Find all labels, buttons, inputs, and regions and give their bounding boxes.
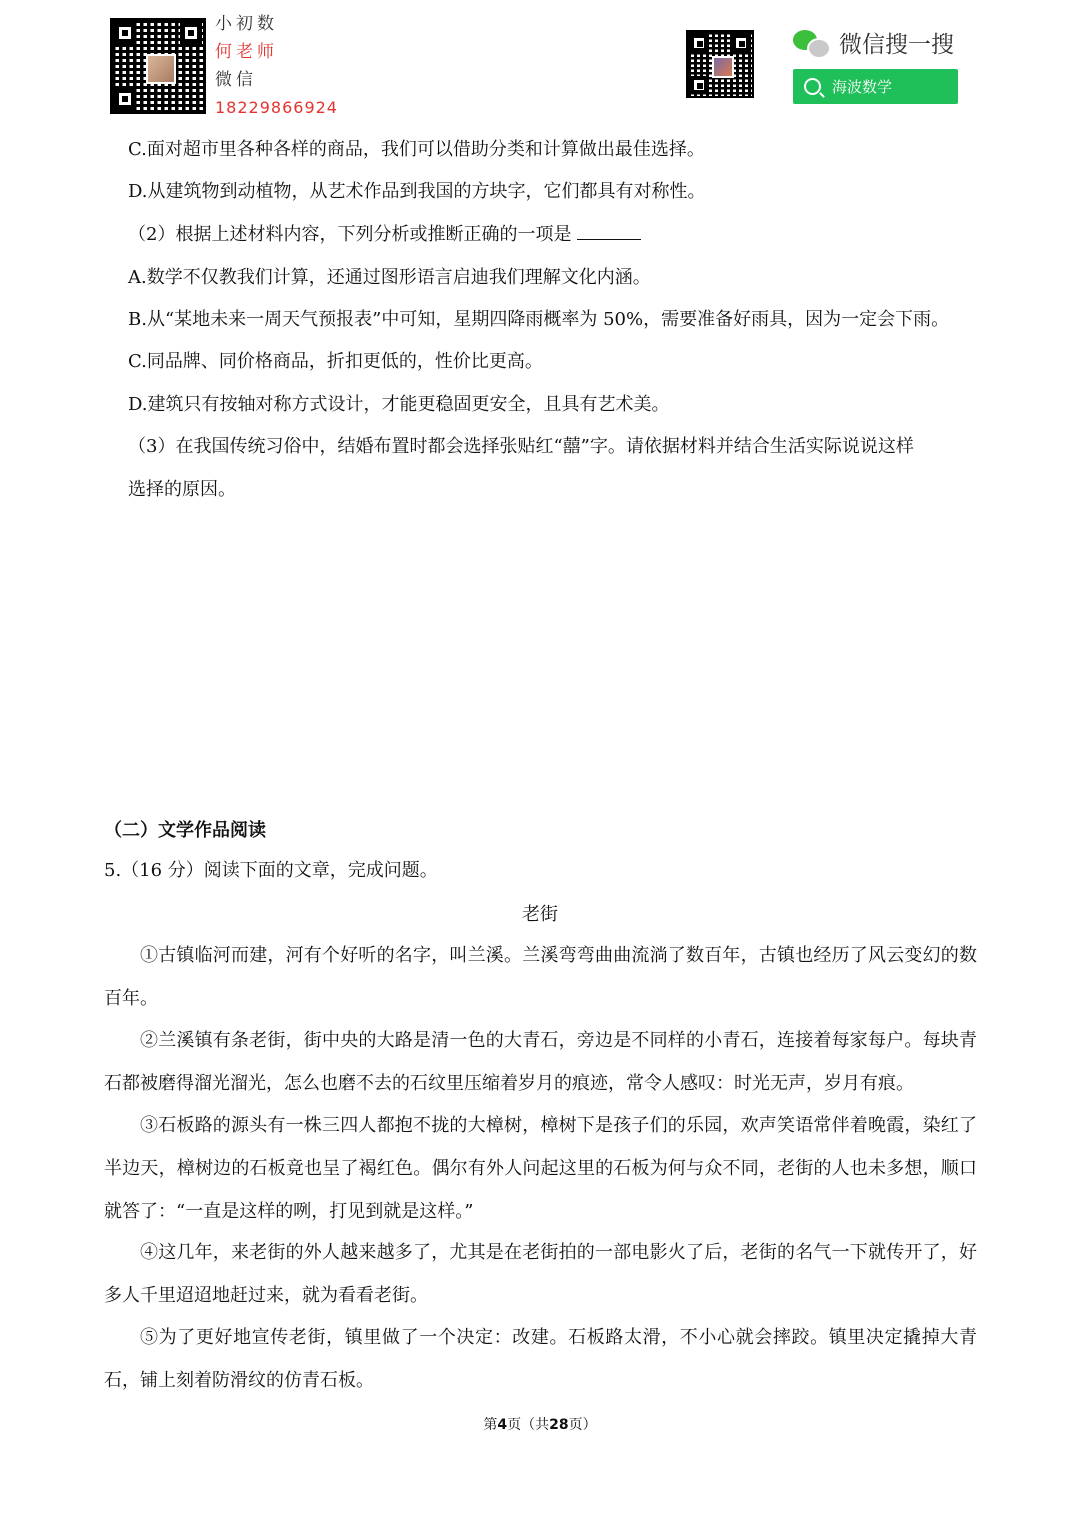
qr-finder	[690, 76, 708, 94]
handwriting-line: 何老师	[215, 42, 278, 62]
section-title: （二）文学作品阅读	[104, 820, 266, 841]
article-paragraph: ⑤为了更好地宣传老街，镇里做了一个决定：改建。石板路太滑，不小心就会摔跤。镇里决定撬掉大青石，铺上刻着防滑纹的仿青石板。	[104, 1327, 977, 1391]
qr-finder	[114, 88, 136, 110]
article-paragraph: ④这几年，来老街的外人越来越多了，尤其是在老街拍的一部电影火了后，老街的名气一下就传开了，好多人千里迢迢地赶过来，就为看看老街。	[104, 1242, 977, 1306]
wechat-search-header	[793, 26, 954, 59]
question-prompt	[128, 222, 641, 248]
handwriting-line: 小初数	[215, 14, 278, 34]
handwriting-phone: 18229866924	[215, 98, 338, 117]
article-title: 老街	[522, 904, 558, 925]
avatar	[146, 54, 176, 84]
search-label: 海波数学	[832, 78, 893, 96]
option-b: B.从“某地未来一周天气预报表”中可知，星期四降雨概率为 50%，需要准备好雨具，因为一定会下雨。	[128, 309, 950, 330]
page-prefix: 第	[483, 1417, 498, 1433]
wechat-logo-icon	[793, 28, 829, 58]
search-official-account-button[interactable]	[793, 69, 958, 104]
option-d: D.从建筑物到动植物，从艺术作品到我国的方块字，它们都具有对称性。	[128, 181, 706, 202]
article-paragraph: ③石板路的源头有一株三四人都抱不拢的大樟树，樟树下是孩子们的乐园，欢声笑语常伴着晚霞，染红了半边天，樟树边的石板竟也呈了褐红色。偶尔有外人问起这里的石板为何与众不同，老街的人也未多想，顺口就答了：“一直是这样的咧，打见到就是这样。”	[104, 1115, 977, 1222]
page-current: 4	[497, 1417, 508, 1433]
qr-finder	[690, 34, 708, 52]
answer-blank[interactable]	[577, 223, 641, 240]
option-c: C.同品牌、同价格商品，折扣更低的，性价比更高。	[128, 351, 543, 372]
page-suffix: 页）	[568, 1417, 597, 1433]
question-prompt-text: （2）根据上述材料内容，下列分析或推断正确的一项是	[128, 224, 572, 245]
question-3-line: 选择的原因。	[128, 479, 236, 500]
question-3-line: （3）在我国传统习俗中，结婚布置时都会选择张贴红“囍”字。请依据材料并结合生活实际说说这样	[128, 436, 914, 457]
page-number	[0, 1414, 1080, 1434]
article-paragraph: ②兰溪镇有条老街，街中央的大路是清一色的大青石，旁边是不同样的小青石，连接着每家每户。每块青石都被磨得溜光溜光，怎么也磨不去的石纹里压缩着岁月的痕迹，常令人感叹：时光无声，岁月有痕。	[104, 1030, 977, 1094]
option-d: D.建筑只有按轴对称方式设计，才能更稳固更安全，且具有艺术美。	[128, 394, 670, 415]
page-total: 28	[549, 1417, 569, 1433]
qr-finder	[180, 22, 202, 44]
option-c: C.面对超市里各种各样的商品，我们可以借助分类和计算做出最佳选择。	[128, 139, 705, 160]
article-paragraph: ①古镇临河而建，河有个好听的名字，叫兰溪。兰溪弯弯曲曲流淌了数百年，古镇也经历了风云变幻的数百年。	[104, 945, 977, 1009]
wechat-search-title: 微信搜一搜	[839, 32, 954, 58]
qr-code-teacher	[110, 18, 206, 114]
option-a: A.数学不仅教我们计算，还通过图形语言启迪我们理解文化内涵。	[128, 267, 651, 288]
qr-code-official-account	[686, 30, 754, 98]
qr-center-logo	[712, 56, 734, 78]
qr-finder	[732, 34, 750, 52]
question-5-heading: 5.（16 分）阅读下面的文章，完成问题。	[104, 860, 438, 881]
search-icon	[804, 78, 821, 95]
page-middle: 页（共	[507, 1417, 550, 1433]
qr-finder	[114, 22, 136, 44]
handwriting-line: 微信	[215, 70, 257, 90]
